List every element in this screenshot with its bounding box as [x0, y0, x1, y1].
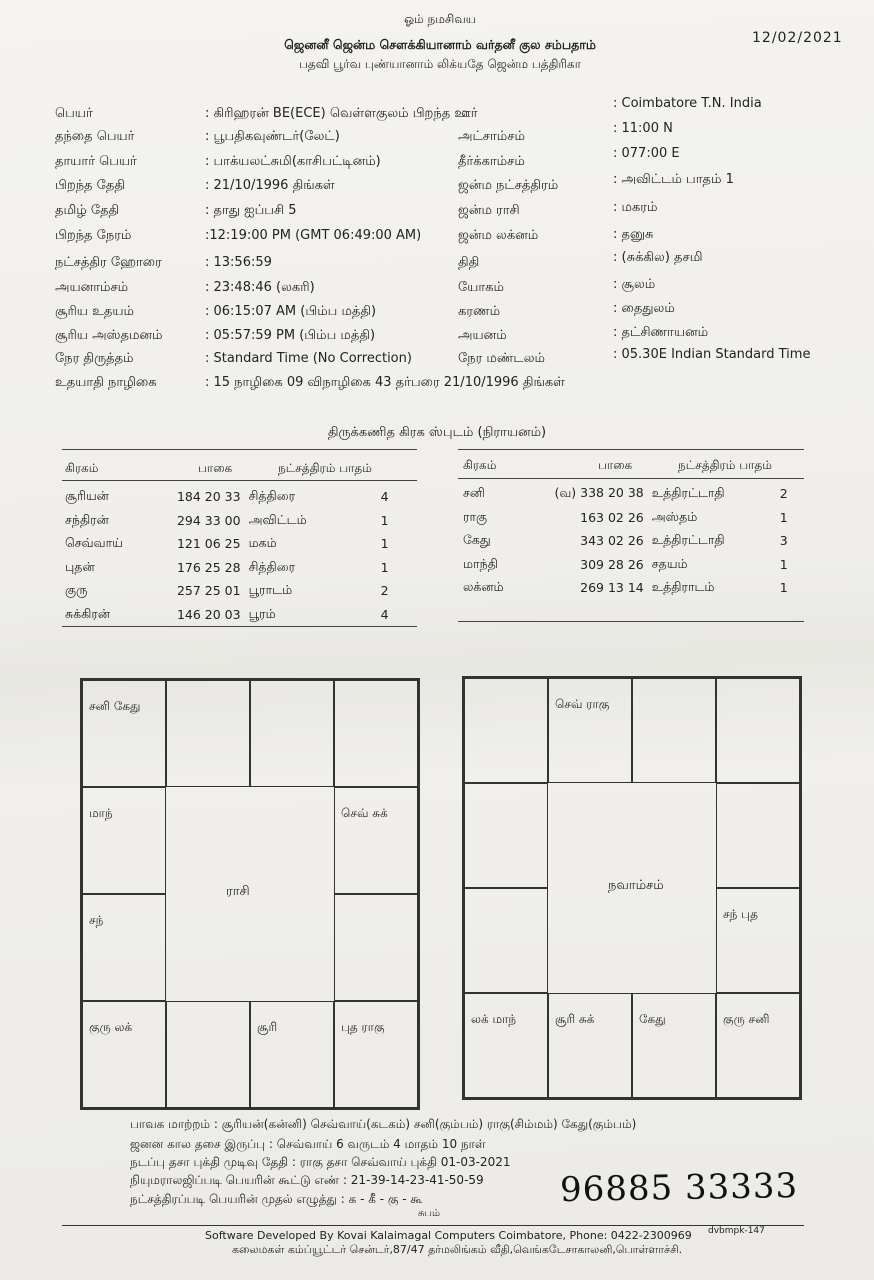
chart-house — [464, 888, 548, 993]
detail-label: அயனாம்சம் — [55, 280, 129, 295]
chart-house — [250, 680, 334, 787]
chart-house — [166, 1001, 250, 1108]
chart-house — [250, 1001, 334, 1108]
planet-table-right — [463, 482, 803, 600]
detail-value: : 077:00 E — [613, 146, 680, 161]
chart-house — [334, 680, 418, 787]
planet-star: அஸ்தம் — [651, 508, 698, 524]
house-planets: சந் — [89, 913, 104, 927]
planet-pada: 2 — [380, 583, 389, 599]
planet-name: சந்திரன் — [65, 511, 109, 527]
planet-name: சனி — [463, 485, 485, 501]
planet-pada: 4 — [380, 489, 389, 505]
planet-degree: 294 33 00 — [176, 512, 241, 528]
header-line-1: ஜெனனீ ஜென்ம செளக்கியானாம் வர்தனீ குல சம்பதாம் — [284, 37, 596, 52]
detail-label: அட்சாம்சம் — [458, 129, 525, 144]
planet-row — [65, 532, 405, 556]
detail-value: : 13:56:59 — [205, 255, 272, 270]
planet-degree: (வ) 338 20 38 — [554, 485, 644, 501]
col-header-planet: கிரகம் — [65, 461, 99, 475]
chart-house — [334, 787, 418, 894]
planet-name: சூரியன் — [65, 488, 109, 504]
detail-label: பிறந்த தேதி — [55, 178, 125, 193]
detail-value: : Coimbatore T.N. India — [613, 96, 762, 111]
detail-label: நேர திருத்தம் — [55, 351, 134, 366]
planet-name: சுக்கிரன் — [65, 605, 110, 621]
planet-degree: 163 02 26 — [580, 509, 644, 525]
house-planets: மாந் — [89, 806, 113, 820]
planet-star: அவிட்டம் — [248, 511, 307, 527]
divider — [62, 480, 417, 481]
planet-degree: 269 13 14 — [580, 580, 644, 596]
detail-label: தீர்க்காம்சம் — [458, 154, 525, 169]
detail-label: திதி — [458, 255, 480, 270]
detail-value: : (சுக்கில) தசமி — [613, 250, 703, 265]
planet-pada: 2 — [779, 486, 788, 502]
detail-value: : பாக்யலட்சுமி(காசிபட்டினம்) — [205, 154, 381, 169]
planet-degree: 343 02 26 — [580, 533, 644, 549]
planet-name: மாந்தி — [463, 555, 498, 571]
detail-label: உதயாதி நாழிகை — [55, 375, 157, 390]
detail-value: : மகரம் — [613, 200, 658, 215]
chart-house — [82, 787, 166, 894]
detail-label: பிறந்த நேரம் — [55, 228, 132, 243]
planet-row — [65, 485, 405, 509]
planet-star: மகம் — [248, 535, 277, 551]
house-planets: சந் புத — [723, 907, 758, 921]
planet-row — [463, 553, 803, 577]
planet-row — [65, 509, 405, 533]
detail-label: ஜன்ம லக்னம் — [458, 228, 539, 243]
chart-house — [334, 894, 418, 1001]
col-header-planet: கிரகம் — [463, 458, 497, 472]
detail-value: : 15 நாழிகை 09 விநாழிகை 43 தர்பரை 21/10/1996 திங்கள் — [205, 375, 565, 390]
dasa-balance: ஜனன கால தசை இருப்பு : செவ்வாய் 6 வருடம் 4 மாதம் 10 நாள் — [130, 1137, 486, 1151]
planet-row — [65, 556, 405, 580]
house-planets: சூரி — [257, 1020, 278, 1034]
detail-label: பெயர் — [55, 106, 93, 121]
planet-row — [463, 482, 803, 506]
detail-value: : 23:48:46 (லகரி) — [205, 280, 315, 295]
planet-row — [463, 576, 803, 600]
detail-label: தந்தை பெயர் — [55, 129, 135, 144]
col-header-star: நட்சத்திரம் பாதம் — [678, 458, 772, 472]
detail-label: கரணம் — [458, 304, 501, 319]
chart-house — [716, 993, 800, 1098]
detail-label: நட்சத்திர ஹோரை — [55, 255, 162, 270]
planet-table-title: திருக்கணித கிரக ஸ்புடம் (நிராயனம்) — [327, 425, 547, 440]
chart-house — [82, 894, 166, 1001]
col-header-star: நட்சத்திரம் பாதம் — [278, 461, 372, 475]
detail-value: : 06:15:07 AM (பிம்ப மத்தி) — [205, 304, 377, 319]
planet-degree: 184 20 33 — [176, 489, 241, 505]
current-dasa: நடப்பு தசா புக்தி முடிவு தேதி : ராகு தசா செவ்வாய் புக்தி 01-03-2021 — [130, 1155, 511, 1169]
house-planets: கேது — [639, 1012, 666, 1026]
planet-star: உத்திராடம் — [651, 579, 715, 595]
chart-house — [464, 783, 548, 888]
chart-house — [716, 888, 800, 993]
detail-value: : Standard Time (No Correction) — [205, 351, 412, 366]
divider — [458, 478, 804, 479]
planet-row — [463, 506, 803, 530]
planet-row — [463, 529, 803, 553]
detail-label: சூரிய உதயம் — [55, 304, 134, 319]
planet-star: உத்திரட்டாதி — [651, 532, 725, 548]
numerology: நியுமராலஜிப்படி பெயரின் கூட்டு எண் : 21-39-14-23-41-50-59 — [130, 1173, 484, 1187]
divider — [458, 449, 804, 450]
house-planets: சூரி சுக் — [555, 1012, 595, 1026]
planet-pada: 1 — [779, 509, 788, 525]
name-letters: நட்சத்திரப்படி பெயரின் முதல் எழுத்து : க - கீ - கு - கூ — [130, 1192, 423, 1206]
chart-house — [464, 678, 548, 783]
header-line-2: பதவி பூர்வ புண்யானாம் லிக்யதே ஜென்ம பத்திரிகா — [298, 57, 582, 71]
chart-house — [166, 680, 250, 787]
planet-degree: 309 28 26 — [580, 556, 644, 572]
navamsa-chart — [462, 676, 802, 1100]
detail-value: :12:19:00 PM (GMT 06:49:00 AM) — [205, 228, 422, 243]
invocation: ஓம் நமசிவய — [403, 12, 477, 26]
chart-title: ராசி — [226, 884, 250, 899]
document-date: 12/02/2021 — [752, 30, 843, 46]
planet-degree: 121 06 25 — [176, 536, 241, 552]
software-credit: Software Developed By Kovai Kalaimagal Computers Coimbatore, Phone: 0422-2300969 — [205, 1229, 692, 1242]
planet-star: சித்திரை — [248, 488, 296, 504]
col-header-degree: பாகை — [198, 461, 233, 475]
planet-degree: 146 20 03 — [176, 606, 241, 622]
detail-value: : 05.30E Indian Standard Time — [613, 347, 811, 362]
planet-pada: 3 — [779, 533, 788, 549]
divider — [62, 449, 417, 450]
detail-label: ஜன்ம ராசி — [458, 203, 520, 218]
rasi-chart — [80, 678, 420, 1110]
code: dvbmpk-147 — [708, 1226, 765, 1236]
planet-degree: 176 25 28 — [176, 559, 241, 575]
detail-value: : தாது ஐப்பசி 5 — [205, 203, 297, 218]
planet-pada: 1 — [380, 536, 389, 552]
col-header-degree: பாகை — [598, 458, 633, 472]
house-planets: குரு சனி — [723, 1012, 770, 1026]
house-planets: லக் மாந் — [471, 1012, 517, 1026]
chart-house — [464, 993, 548, 1098]
planet-name: கேது — [463, 532, 491, 548]
detail-value: : தைதுலம் — [613, 301, 675, 316]
divider — [62, 626, 417, 627]
detail-label: தமிழ் தேதி — [55, 203, 120, 218]
detail-label: நேர மண்டலம் — [458, 351, 546, 366]
planet-star: உத்திரட்டாதி — [651, 485, 725, 501]
planet-name: புதன் — [65, 558, 95, 574]
detail-value: : தட்சிணாயனம் — [613, 325, 709, 340]
detail-value: : 05:57:59 PM (பிம்ப மத்தி) — [205, 328, 376, 343]
bhava-change: பாவக மாற்றம் : சூரியன்(கன்னி) செவ்வாய்(கடகம்) சனி(கும்பம்) ராகு(சிம்மம்) கேது(கும்பம்) — [130, 1117, 637, 1131]
chart-house — [82, 680, 166, 787]
chart-title: நவாம்சம் — [608, 878, 664, 893]
address: கலைமகள் கம்ப்யூட்டர் சென்டர்,87/47 தர்மலிங்கம் வீதி,வெங்கடேசாகாலனி,பொள்ளாச்சி. — [232, 1243, 683, 1256]
chart-house — [716, 678, 800, 783]
detail-label: தாயார் பெயர் — [55, 154, 137, 169]
detail-value: : 21/10/1996 திங்கள் — [205, 178, 335, 193]
house-planets: செவ் ராகு — [555, 697, 610, 711]
chart-house — [632, 678, 716, 783]
planet-pada: 1 — [380, 512, 389, 528]
detail-value: : கிரிஹரன் BE(ECE) வெள்ளகுலம் பிறந்த ஊர் — [205, 106, 478, 121]
detail-label: அயனம் — [458, 328, 507, 343]
planet-star: பூராடம் — [248, 582, 293, 598]
chart-house — [548, 678, 632, 783]
subam: சுபம் — [418, 1208, 441, 1219]
detail-value: : அவிட்டம் பாதம் 1 — [613, 172, 734, 187]
divider — [458, 621, 804, 622]
chart-house — [632, 993, 716, 1098]
planet-pada: 1 — [779, 580, 788, 596]
house-planets: புத ராகு — [341, 1020, 385, 1034]
planet-name: ராகு — [463, 508, 488, 524]
detail-value: : சூலம் — [613, 277, 656, 292]
chart-house — [716, 783, 800, 888]
planet-degree: 257 25 01 — [176, 583, 241, 599]
planet-row — [65, 603, 405, 627]
planet-pada: 1 — [779, 556, 788, 572]
planet-name: குரு — [65, 582, 88, 598]
planet-row — [65, 579, 405, 603]
detail-label: யோகம் — [458, 280, 504, 295]
house-planets: செவ் சுக் — [341, 806, 388, 820]
planet-star: சித்திரை — [248, 558, 296, 574]
house-planets: குரு லக் — [89, 1020, 133, 1034]
handwritten-phone: 96885 33333 — [559, 1165, 799, 1211]
detail-value: : 11:00 N — [613, 121, 673, 136]
chart-house — [548, 993, 632, 1098]
chart-house — [82, 1001, 166, 1108]
planet-name: லக்னம் — [463, 579, 504, 595]
planet-star: பூரம் — [248, 605, 276, 621]
chart-house — [334, 1001, 418, 1108]
detail-label: ஜன்ம நட்சத்திரம் — [458, 178, 559, 193]
house-planets: சனி கேது — [89, 699, 141, 713]
planet-table-left — [65, 485, 405, 626]
planet-star: சதயம் — [651, 555, 688, 571]
detail-value: : பூபதிகவுண்டர்(லேட்) — [205, 129, 340, 144]
planet-name: செவ்வாய் — [65, 535, 123, 551]
detail-label: சூரிய அஸ்தமனம் — [55, 328, 163, 343]
planet-pada: 4 — [380, 606, 389, 622]
planet-pada: 1 — [380, 559, 389, 575]
detail-value: : தனுசு — [613, 227, 654, 242]
divider — [62, 1225, 804, 1226]
